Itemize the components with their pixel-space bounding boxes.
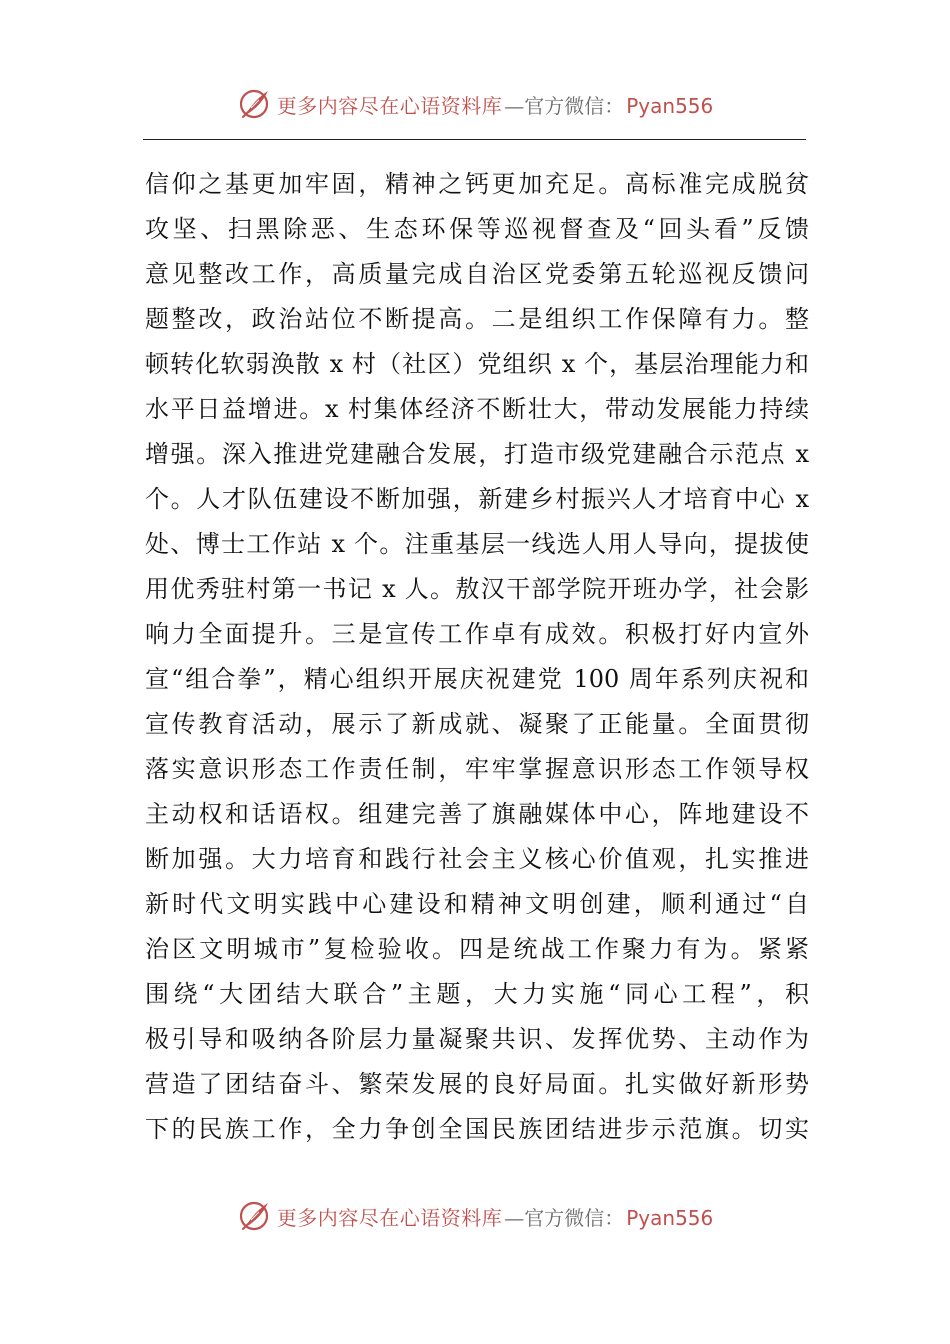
site-name: 更多内容尽在心语资料库 xyxy=(276,1205,503,1230)
header-divider xyxy=(143,139,806,140)
body-text-line: 个。人才队伍建设不断加强，新建乡村振兴人才培育中心 x xyxy=(145,485,809,513)
body-text-line: 信仰之基更加牢固，精神之钙更加充足。高标准完成脱贫 xyxy=(145,170,809,198)
body-text-line: 水平日益增进。x 村集体经济不断壮大，带动发展能力持续 xyxy=(145,395,809,423)
body-text-line: 意见整改工作，高质量完成自治区党委第五轮巡视反馈问 xyxy=(145,260,809,288)
body-text-line: 营造了团结奋斗、繁荣发展的良好局面。扎实做好新形势 xyxy=(145,1070,809,1098)
wechat-id: Pyan556 xyxy=(626,93,714,118)
separator-dash: — xyxy=(504,1205,523,1230)
body-text-line: 处、博士工作站 x 个。注重基层一线选人用人导向，提拔使 xyxy=(145,530,809,558)
body-text-line: 落实意识形态工作责任制，牢牢掌握意识形态工作领导权 xyxy=(145,755,809,783)
separator-dash: — xyxy=(504,93,523,118)
quill-logo-icon xyxy=(237,86,273,122)
footer-banner-text xyxy=(277,1202,714,1231)
quill-logo-icon xyxy=(237,1198,273,1234)
body-text-line: 围绕“大团结大联合”主题，大力实施“同心工程”，积 xyxy=(145,980,809,1008)
body-text-line: 治区文明城市”复检验收。四是统战工作聚力有为。紧紧 xyxy=(145,935,809,963)
body-text-line: 新时代文明实践中心建设和精神文明创建，顺利通过“自 xyxy=(145,890,809,918)
body-text-line: 宣“组合拳”，精心组织开展庆祝建党 100 周年系列庆祝和 xyxy=(145,665,809,693)
footer-banner xyxy=(0,1196,950,1236)
body-text-line: 主动权和话语权。组建完善了旗融媒体中心，阵地建设不 xyxy=(145,800,809,828)
body-text-line: 增强。深入推进党建融合发展，打造市级党建融合示范点 x xyxy=(145,440,809,468)
body-text-line: 宣传教育活动，展示了新成就、凝聚了正能量。全面贯彻 xyxy=(145,710,809,738)
site-name: 更多内容尽在心语资料库 xyxy=(276,93,503,118)
body-text-line: 断加强。大力培育和践行社会主义核心价值观，扎实推进 xyxy=(145,845,809,873)
header-banner xyxy=(0,84,950,124)
body-text-line: 顿转化软弱涣散 x 村（社区）党组织 x 个，基层治理能力和 xyxy=(145,350,809,378)
body-text-line: 题整改，政治站位不断提高。二是组织工作保障有力。整 xyxy=(145,305,809,333)
body-text-line: 极引导和吸纳各阶层力量凝聚共识、发挥优势、主动作为 xyxy=(145,1025,809,1053)
body-text-line: 响力全面提升。三是宣传工作卓有成效。积极打好内宣外 xyxy=(145,620,809,648)
official-wechat-label: 官方微信： xyxy=(524,1205,625,1230)
body-text-line: 用优秀驻村第一书记 x 人。敖汉干部学院开班办学，社会影 xyxy=(145,575,809,603)
official-wechat-label: 官方微信： xyxy=(524,93,625,118)
wechat-id: Pyan556 xyxy=(626,1205,714,1230)
document-body xyxy=(145,162,809,1152)
body-text-line: 下的民族工作，全力争创全国民族团结进步示范旗。切实 xyxy=(145,1115,809,1143)
body-text-line: 攻坚、扫黑除恶、生态环保等巡视督查及“回头看”反馈 xyxy=(145,215,809,243)
header-banner-text xyxy=(277,90,714,119)
